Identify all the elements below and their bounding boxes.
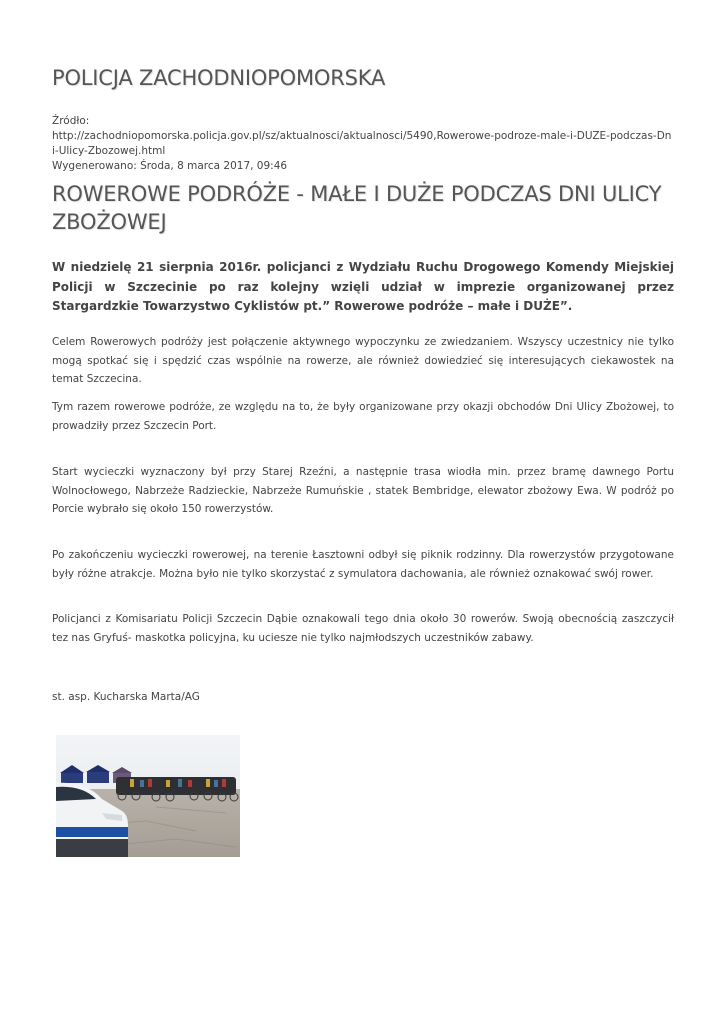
generated-date: Wygenerowano: Środa, 8 marca 2017, 09:46 bbox=[52, 160, 288, 172]
article-lead: W niedzielę 21 sierpnia 2016r. policjanci z Wydziału Ruchu Drogowego Komendy Miejskiej Policji w Szczecinie po raz kolejny wzięli udział w imprezie organizowanej przez Stargardzkie Towarzystwo Cyklistów pt.” Rowerowe podróże – małe i DUŻE”. bbox=[52, 260, 674, 313]
article-photo bbox=[56, 735, 240, 857]
source-url[interactable]: http://zachodniopomorska.policja.gov.pl/sz/aktualnosci/aktualnosci/5490,Rowerowe-podroze-male-i-DUZE-podczas-Dni-Ulicy-Zbozowej.html bbox=[52, 130, 672, 157]
article-paragraph: Po zakończeniu wycieczki rowerowej, na terenie Łasztowni odbył się piknik rodzinny. Dla rowerzystów przygotowane były różne atrakcje. Można było nie tylko skorzystać z symulatora dachowania, ale również oznakować swój rower. bbox=[52, 549, 674, 580]
source-label: Źródło: bbox=[52, 115, 90, 127]
article-author: st. asp. Kucharska Marta/AG bbox=[52, 691, 200, 703]
article-title: ROWEROWE PODRÓŻE - MAŁE I DUŻE PODCZAS DNI ULICY ZBOŻOWEJ bbox=[52, 182, 662, 234]
source-meta bbox=[52, 114, 674, 174]
article-paragraph: Tym razem rowerowe podróże, ze względu na to, że były organizowane przy okazji obchodów Dni Ulicy Zbożowej, to prowadziły przez Szczecin Port. bbox=[52, 401, 674, 432]
site-title: POLICJA ZACHODNIOPOMORSKA bbox=[52, 66, 386, 90]
article-paragraph: Celem Rowerowych podróży jest połączenie aktywnego wypoczynku ze zwiedzaniem. Wszyscy uczestnicy nie tylko mogą spotkać się i spędzić czas wspólnie na rowerze, ale również dowiedzieć się interesujących ciekawostek na temat Szczecina. bbox=[52, 336, 674, 385]
article-paragraph: Policjanci z Komisariatu Policji Szczecin Dąbie oznakowali tego dnia około 30 rowerów. Swoją obecnością zaszczycił tez nas Gryfuś- maskotka policyjna, ku uciesze nie tylko najmłodszych uczestników zabawy. bbox=[52, 613, 674, 644]
article-paragraph: Start wycieczki wyznaczony był przy Starej Rzeźni, a następnie trasa wiodła min. przez bramę dawnego Portu Wolnocłowego, Nabrzeże Radzieckie, Nabrzeże Rumuńskie , statek Bembridge, elewator zbożowy Ewa. W podróż po Porcie wybrało się około 150 rowerzystów. bbox=[52, 466, 674, 515]
